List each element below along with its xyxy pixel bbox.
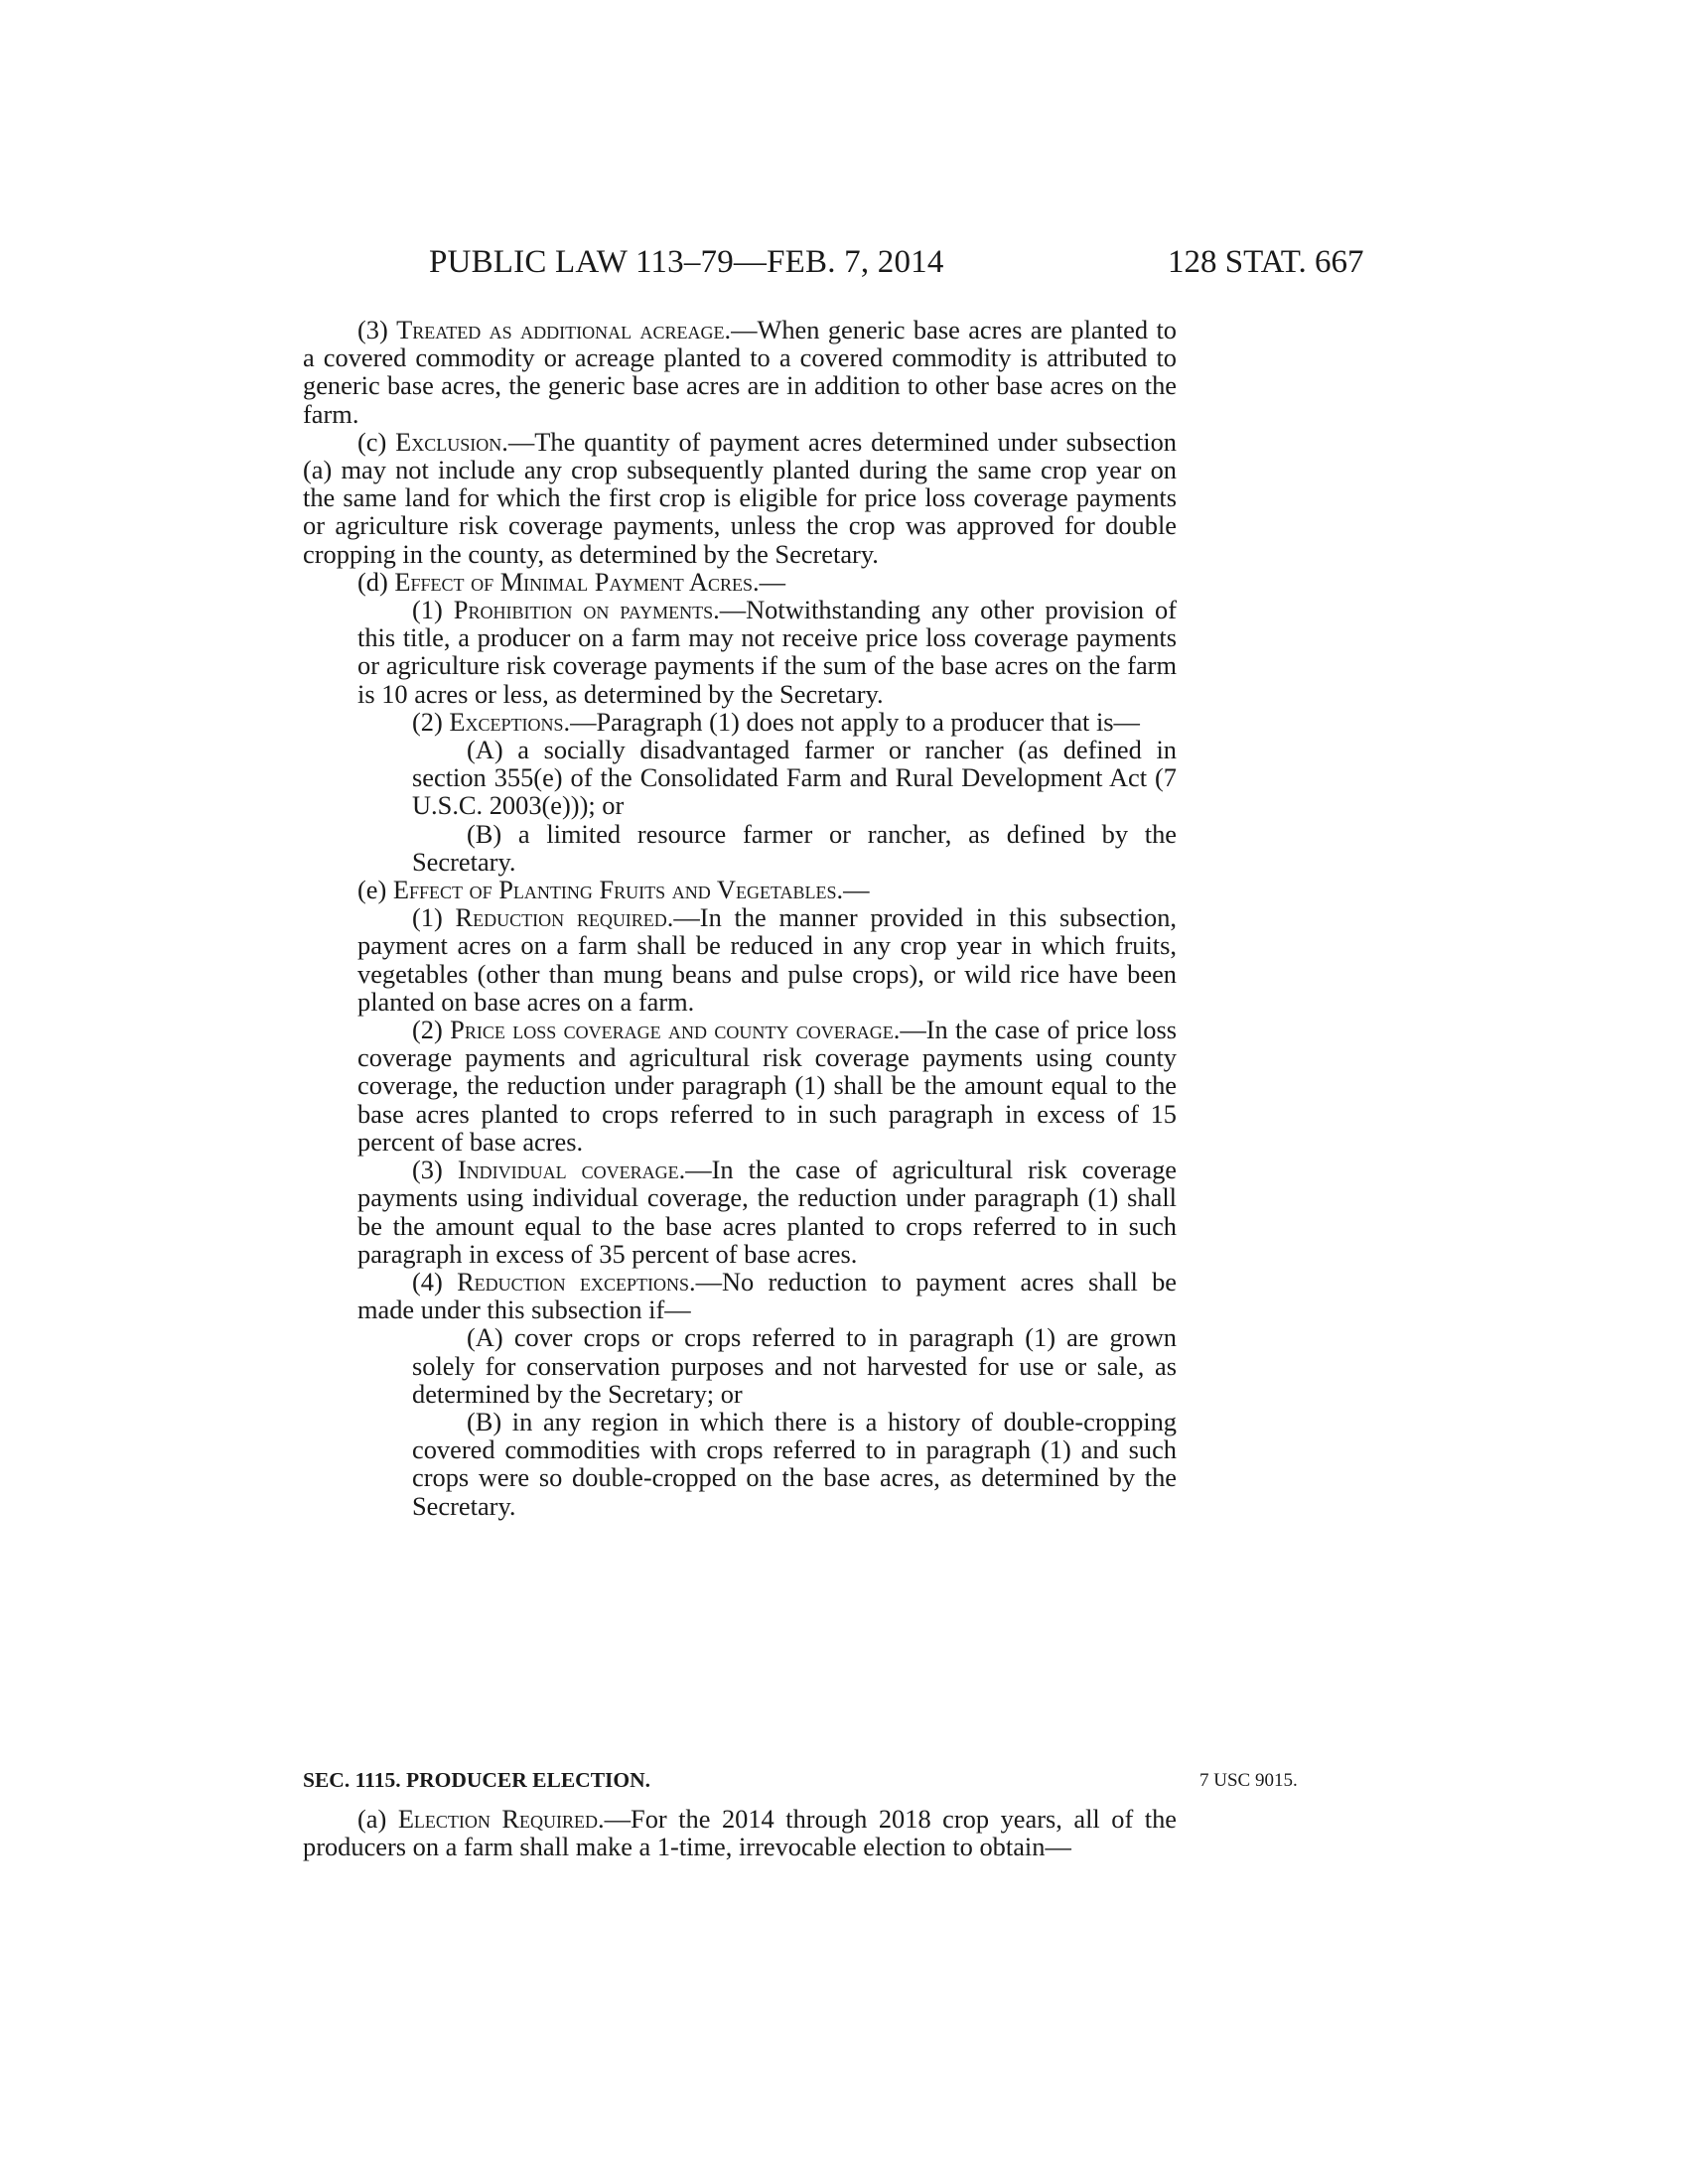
paragraph-heading: Prohibition on payments. bbox=[453, 595, 720, 625]
subsection-designator: (e) bbox=[357, 875, 393, 905]
paragraph-heading: Exceptions. bbox=[449, 706, 571, 737]
subparagraph-d2A: (A) a socially disadvantaged farmer or rancher (as defined in section 355(e) of the Consolidated Farm and Rural Development Act (7 U.S.C. 2003(e))); or bbox=[412, 735, 1177, 821]
subsection-body: — bbox=[843, 875, 870, 905]
subparagraph-e4A: (A) cover crops or crops referred to in paragraph (1) are grown solely for conservation purposes and not harvested for use or sale, as determined by the Secretary; or bbox=[412, 1322, 1177, 1409]
section-heading: SEC. 1115. PRODUCER ELECTION. bbox=[303, 1768, 651, 1792]
subsection-body: — bbox=[759, 566, 785, 597]
paragraph-e4 bbox=[357, 1268, 1177, 1323]
paragraph-d2 bbox=[357, 708, 1177, 736]
running-header-stat-citation: 128 STAT. 667 bbox=[1168, 244, 1364, 280]
subsection-heading: Exclusion. bbox=[395, 426, 508, 457]
paragraph-e2 bbox=[357, 1016, 1177, 1156]
paragraph-designator: (2) bbox=[412, 706, 450, 737]
subsection-heading: Election Required. bbox=[397, 1804, 605, 1834]
subsection-body: —For the 2014 through 2018 crop years, all of the producers on a farm shall make a 1-time, irrevocable election to obtain— bbox=[303, 1804, 1177, 1862]
subsection-c bbox=[303, 428, 1177, 568]
paragraph-b3 bbox=[303, 316, 1177, 428]
subsection-designator: (c) bbox=[357, 426, 396, 457]
paragraph-designator: (1) bbox=[412, 595, 454, 625]
subparagraph-e4B: (B) in any region in which there is a history of double-cropping covered commodities with crops referred to in paragraph (1) and such crops were so double-cropped on the base acres, as determined by the Secretary. bbox=[412, 1406, 1177, 1521]
paragraph-e1 bbox=[357, 903, 1177, 1016]
paragraph-body: —In the manner provided in this subsection, payment acres on a farm shall be reduced in any crop year in which fruits, vegetables (other than mung beans and pulse crops), or wild rice have been planted on base acres on a farm. bbox=[357, 902, 1177, 1017]
paragraph-body: —In the case of agricultural risk coverage payments using individual coverage, the reduction under paragraph (1) shall be the amount equal to the base acres planted to crops referred to in such paragraph in excess of 35 percent of base acres. bbox=[357, 1155, 1177, 1269]
statute-text-block bbox=[303, 316, 1177, 1520]
paragraph-body: —Notwithstanding any other provision of this title, a producer on a farm may not receive price loss coverage payments or agriculture risk coverage payments if the sum of the base acres on the farm is 10 acres or less, as determined by the Secretary. bbox=[357, 595, 1177, 709]
paragraph-heading: Individual coverage. bbox=[457, 1155, 686, 1185]
paragraph-designator: (3) bbox=[412, 1155, 458, 1185]
paragraph-body: —No reduction to payment acres shall be made under this subsection if— bbox=[357, 1266, 1178, 1325]
subsection-d bbox=[303, 568, 1177, 596]
paragraph-designator: (3) bbox=[357, 315, 397, 344]
subsection-heading: Effect of Planting Fruits and Vegetables. bbox=[392, 875, 844, 905]
subparagraph-d2B: (B) a limited resource farmer or rancher, as defined by the Secretary. bbox=[412, 818, 1177, 877]
paragraph-heading: Treated as additional acreage. bbox=[396, 315, 732, 344]
paragraph-e3 bbox=[357, 1156, 1177, 1268]
paragraph-designator: (4) bbox=[412, 1266, 458, 1297]
paragraph-heading: Price loss coverage and county coverage. bbox=[450, 1015, 901, 1045]
margin-note-usc-citation: 7 USC 9015. bbox=[1199, 1770, 1298, 1791]
paragraph-heading: Reduction exceptions. bbox=[457, 1266, 696, 1297]
subsection-a bbox=[303, 1805, 1177, 1860]
subsection-designator: (a) bbox=[357, 1804, 398, 1834]
subsection-e bbox=[303, 876, 1177, 903]
paragraph-d1 bbox=[357, 596, 1177, 708]
subsection-designator: (d) bbox=[357, 566, 395, 597]
paragraph-heading: Reduction required. bbox=[455, 902, 674, 933]
paragraph-body: —Paragraph (1) does not apply to a producer that is— bbox=[570, 706, 1140, 737]
subsection-body: —The quantity of payment acres determined under subsection (a) may not include any crop subsequently planted during the same crop year on the same land for which the first crop is eligible for price loss coverage payments or agriculture risk coverage payments, unless the crop was approved for double cropping in the county, as determined by the Secretary. bbox=[303, 426, 1177, 569]
paragraph-body: —In the case of price loss coverage payments and agricultural risk coverage payments using county coverage, the reduction under paragraph (1) shall be the amount equal to the base acres planted to crops referred to in such paragraph in excess of 15 percent of base acres. bbox=[357, 1015, 1177, 1157]
paragraph-designator: (2) bbox=[412, 1015, 451, 1045]
section-1115-text bbox=[303, 1805, 1177, 1860]
subsection-heading: Effect of Minimal Payment Acres. bbox=[394, 566, 760, 597]
running-header-law-title: PUBLIC LAW 113–79—FEB. 7, 2014 bbox=[429, 244, 944, 280]
paragraph-body: —When generic base acres are planted to a covered commodity or acreage planted to a covered commodity is attributed to generic base acres, the generic base acres are in addition to other base acres on the farm. bbox=[303, 315, 1177, 429]
paragraph-designator: (1) bbox=[412, 902, 456, 933]
